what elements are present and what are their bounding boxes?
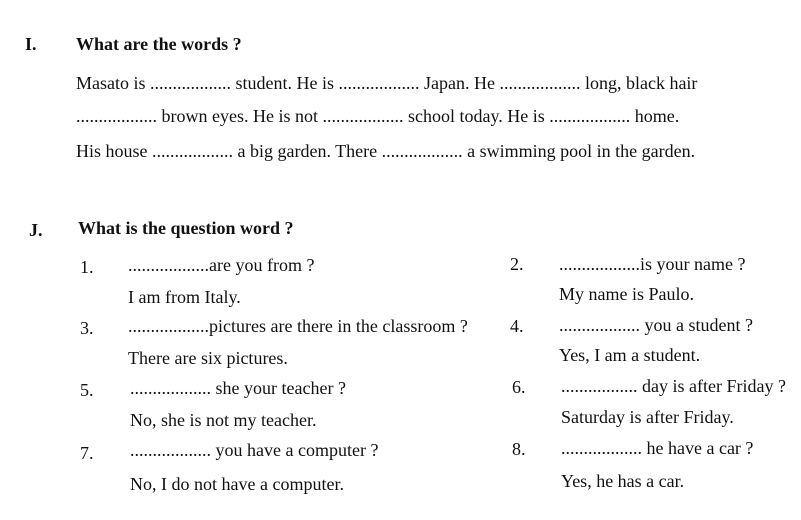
answer-8: Yes, he has a car. (561, 471, 685, 491)
answer-2: My name is Paulo. (559, 284, 694, 304)
question-6: ................. day is after Friday ? (561, 376, 786, 396)
section-i-line-3: His house .................. a big garden. There .................. a swimming pool in the garden. (76, 141, 696, 161)
question-7: .................. you have a computer ? (130, 440, 379, 460)
section-i-line-1: Masato is .................. student. He is .................. Japan. He .................. long, black hair (76, 73, 698, 93)
answer-5: No, she is not my teacher. (130, 410, 317, 430)
question-number-3: 3. (80, 318, 94, 338)
question-1: ..................are you from ? (128, 255, 315, 275)
answer-7: No, I do not have a computer. (130, 474, 344, 494)
answer-6: Saturday is after Friday. (561, 407, 734, 427)
answer-4: Yes, I am a student. (559, 345, 701, 365)
section-j-title: What is the question word ? (78, 218, 294, 238)
question-number-7: 7. (80, 443, 94, 463)
question-4: .................. you a student ? (559, 315, 753, 335)
question-number-4: 4. (510, 316, 524, 336)
question-2: ..................is your name ? (559, 254, 746, 274)
section-i-line-2: .................. brown eyes. He is not .................. school today. He is .................. home. (76, 106, 680, 126)
section-i-letter: I. (25, 34, 37, 54)
question-5: .................. she your teacher ? (130, 378, 346, 398)
section-i-title: What are the words ? (76, 34, 242, 54)
question-number-8: 8. (512, 439, 526, 459)
question-number-1: 1. (80, 257, 94, 277)
question-number-2: 2. (510, 254, 524, 274)
question-3: ..................pictures are there in the classroom ? (128, 316, 468, 336)
question-number-6: 6. (512, 377, 526, 397)
answer-1: I am from Italy. (128, 287, 241, 307)
answer-3: There are six pictures. (128, 348, 288, 368)
question-8: .................. he have a car ? (561, 438, 754, 458)
section-j-letter: J. (29, 220, 43, 240)
question-number-5: 5. (80, 380, 94, 400)
